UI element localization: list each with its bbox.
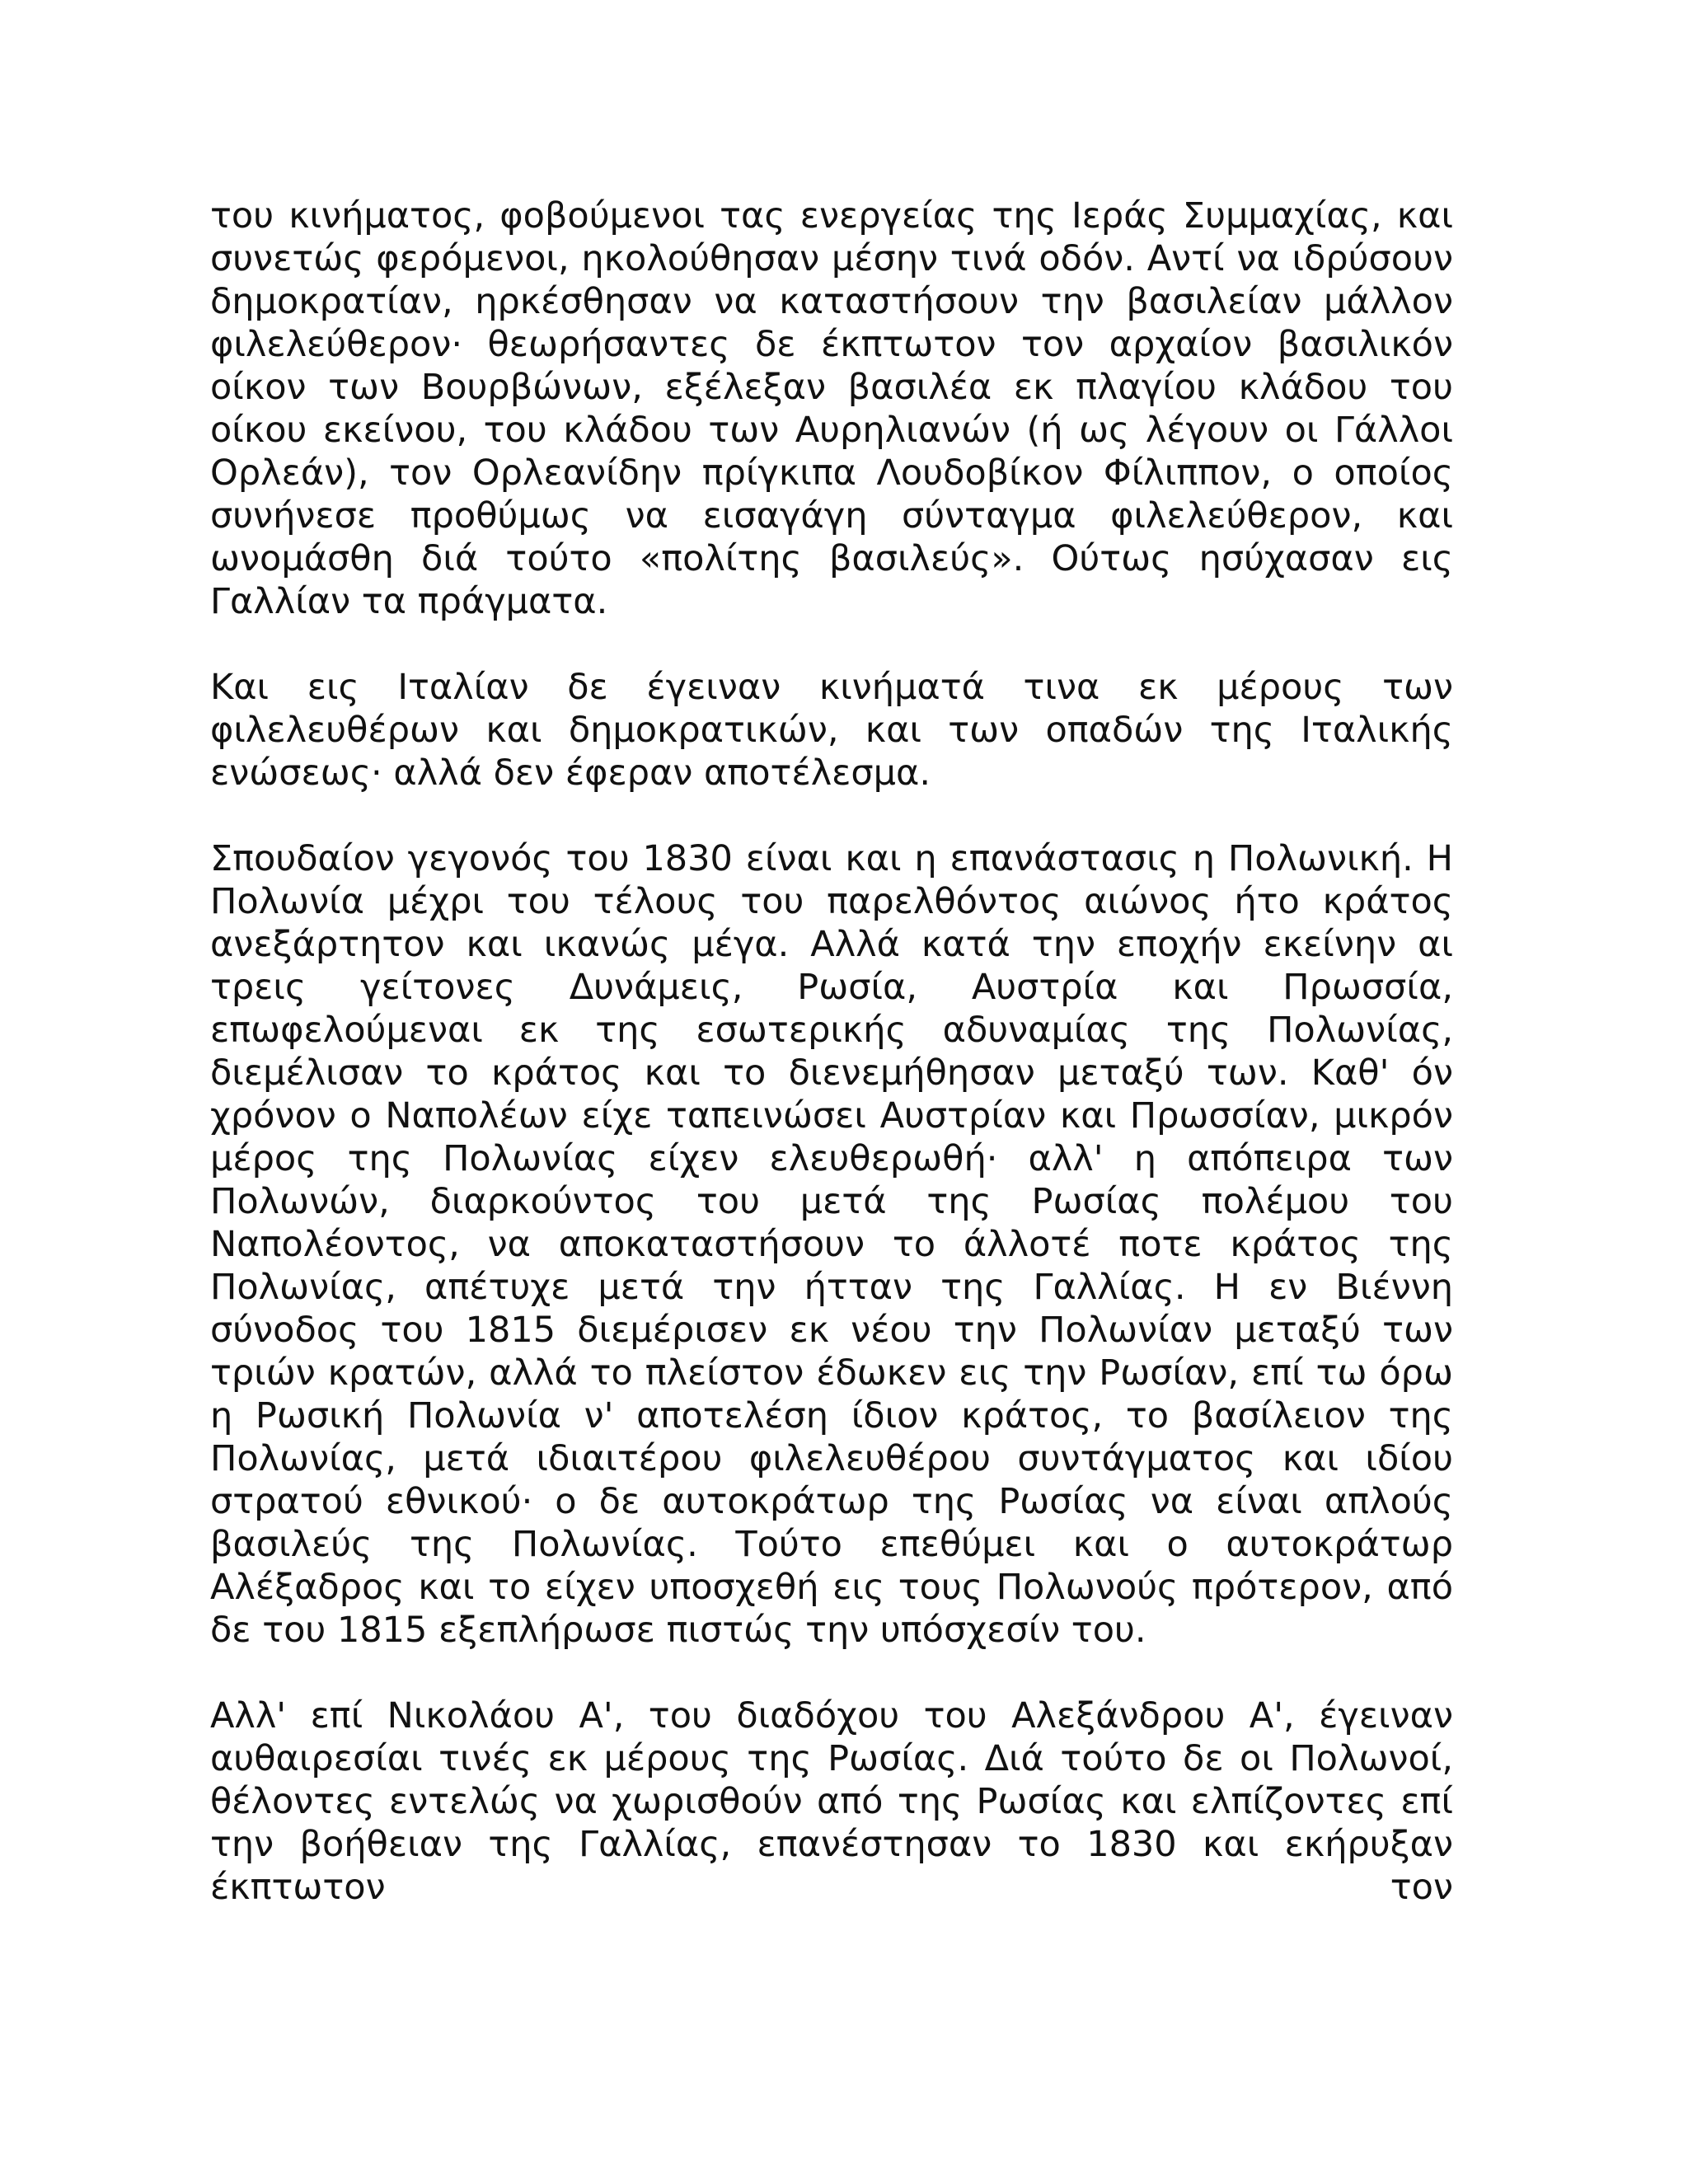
document-page — [210, 194, 1453, 1909]
paragraph: Σπουδαίον γεγονός του 1830 είναι και η επανάστασις η Πολωνική. Η Πολωνία μέχρι του τέλους του παρελθόντος αιώνος ήτο κράτος ανεξάρτητον και ικανώς μέγα. Αλλά κατά την εποχήν εκείνην αι τρεις γείτονες Δυνάμεις, Ρωσία, Αυστρία και Πρωσσία, επωφελούμεναι εκ της εσωτερικής αδυναμίας της Πολωνίας, διεμέλισαν το κράτος και το διενεμήθησαν μεταξύ των. Καθ' όν χρόνον ο Ναπολέων είχε ταπεινώσει Αυστρίαν και Πρωσσίαν, μικρόν μέρος της Πολωνίας είχεν ελευθερωθή· αλλ' η απόπειρα των Πολωνών, διαρκούντος του μετά της Ρωσίας πολέμου του Ναπολέοντος, να αποκαταστήσουν το άλλοτέ ποτε κράτος της Πολωνίας, απέτυχε μετά την ήτταν της Γαλλίας. Η εν Βιέννη σύνοδος του 1815 διεμέρισεν εκ νέου την Πολωνίαν μεταξύ των τριών κρατών, αλλά το πλείστον έδωκεν εις την Ρωσίαν, επί τω όρω η Ρωσική Πολωνία ν' αποτελέση ίδιον κράτος, το βασίλειον της Πολωνίας, μετά ιδιαιτέρου φιλελευθέρου συντάγματος και ιδίου στρατού εθνικού· ο δε αυτοκράτωρ της Ρωσίας να είναι απλούς βασιλεύς της Πολωνίας. Τούτο επεθύμει και ο αυτοκράτωρ Αλέξαδρος και το είχεν υποσχεθή εις τους Πολωνούς πρότερον, από δε του 1815 εξεπλήρωσε πιστώς την υπόσχεσίν του. — [210, 838, 1453, 1651]
paragraph: Αλλ' επί Νικολάου Α', του διαδόχου του Αλεξάνδρου Α', έγειναν αυθαιρεσίαι τινές εκ μέρους της Ρωσίας. Διά τούτο δε οι Πολωνοί, θέλοντες εντελώς να χωρισθούν από της Ρωσίας και ελπίζοντες επί την βοήθειαν της Γαλλίας, επανέστησαν το 1830 και εκήρυξαν έκπτωτον τον — [210, 1695, 1453, 1908]
paragraph: του κινήματος, φοβούμενοι τας ενεργείας της Ιεράς Συμμαχίας, και συνετώς φερόμενοι, ηκολούθησαν μέσην τινά οδόν. Αντί να ιδρύσουν δημοκρατίαν, ηρκέσθησαν να καταστήσουν την βασιλείαν μάλλον φιλελεύθερον· θεωρήσαντες δε έκπτωτον τον αρχαίον βασιλικόν οίκον των Βουρβώνων, εξέλεξαν βασιλέα εκ πλαγίου κλάδου του οίκου εκείνου, του κλάδου των Αυρηλιανών (ή ως λέγουν οι Γάλλοι Ορλεάν), τον Ορλεανίδην πρίγκιπα Λουδοβίκον Φίλιππον, ο οποίος συνήνεσε προθύμως να εισαγάγη σύνταγμα φιλελεύθερον, και ωνομάσθη διά τούτο «πολίτης βασιλεύς». Ούτως ησύχασαν εις Γαλλίαν τα πράγματα. — [210, 195, 1453, 622]
paragraph: Και εις Ιταλίαν δε έγειναν κινήματά τινα εκ μέρους των φιλελευθέρων και δημοκρατικών, και των οπαδών της Ιταλικής ενώσεως· αλλά δεν έφεραν αποτέλεσμα. — [210, 667, 1453, 794]
